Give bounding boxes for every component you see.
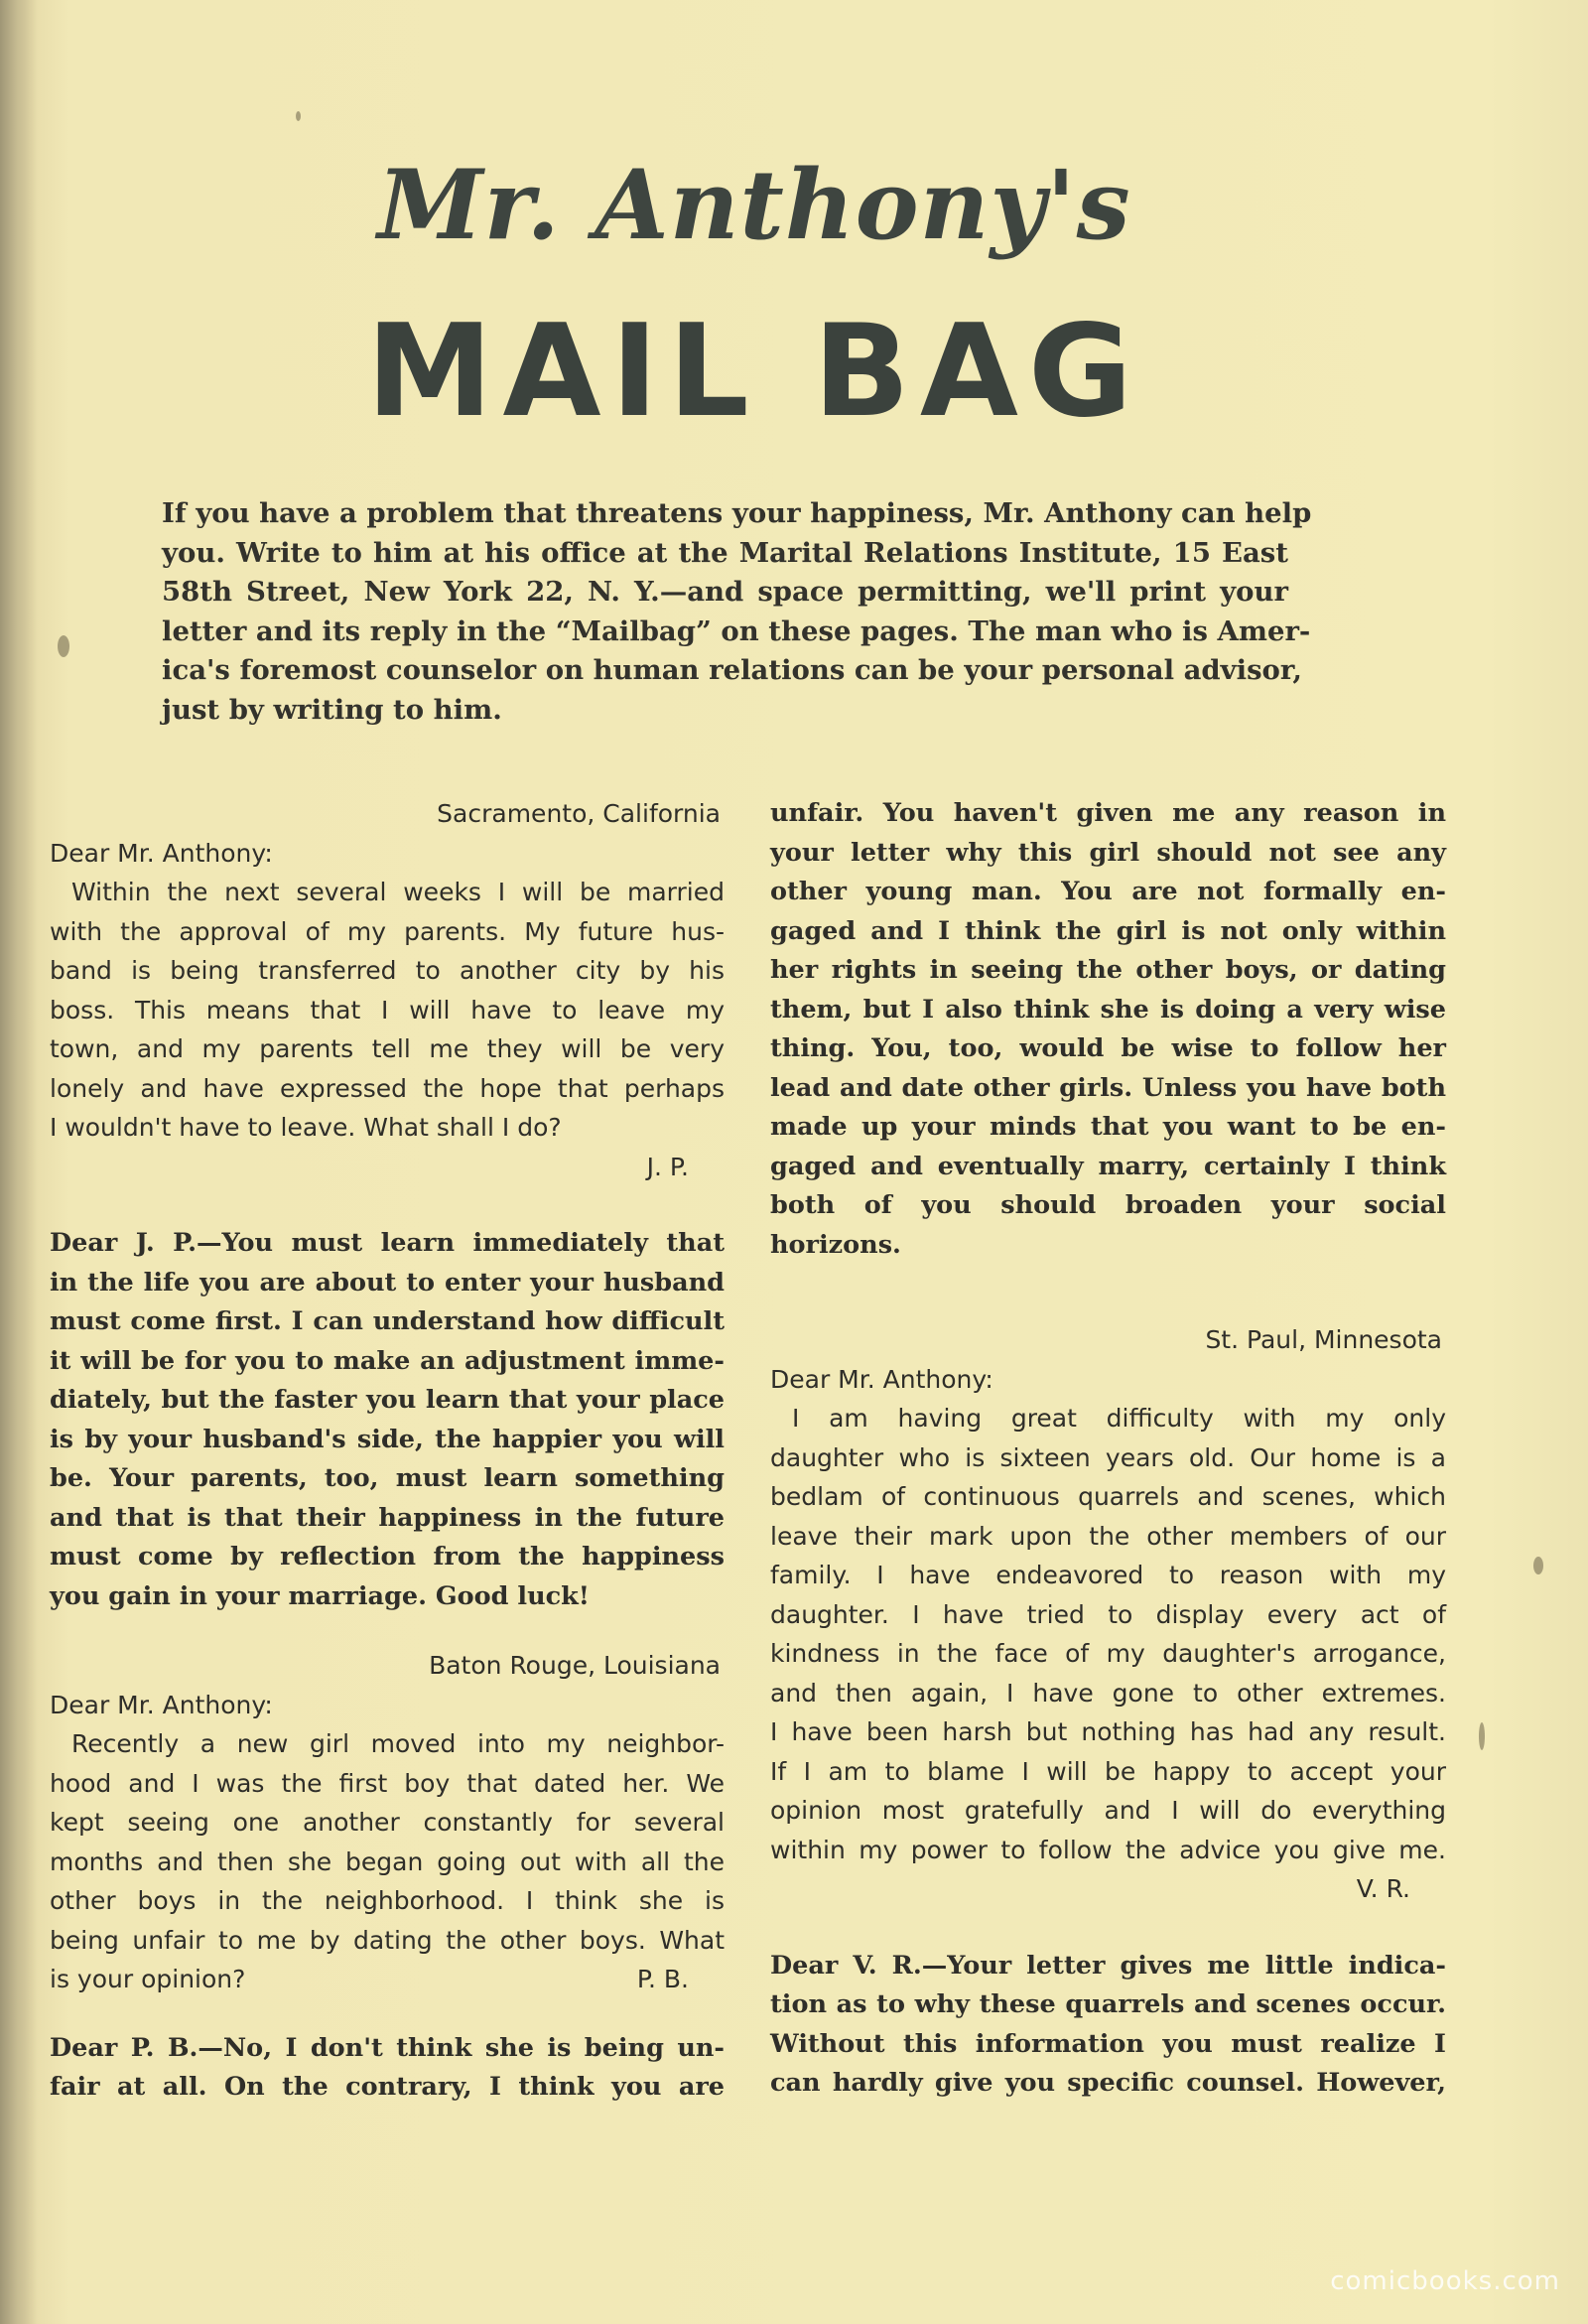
reply-line: tion as to why these quarrels and scenes occur. — [770, 1989, 1446, 2019]
ink-speck — [58, 635, 69, 657]
letter-salutation: Dear Mr. Anthony: — [50, 1690, 273, 1719]
letter-line: I have been harsh but nothing has had any result. — [770, 1717, 1446, 1746]
letter-line: town, and my parents tell me they will be very — [50, 1034, 725, 1063]
reply-line: them, but I also think she is doing a very wise — [770, 994, 1446, 1025]
letter-line: daughter who is sixteen years old. Our home is a — [770, 1442, 1446, 1472]
letter-line: leave their mark upon the other members of our — [770, 1521, 1446, 1551]
letter-line: within my power to follow the advice you give me. — [770, 1835, 1446, 1864]
reply-line: unfair. You haven't given me any reason in — [770, 798, 1446, 828]
letter-line: I am having great difficulty with my only — [792, 1404, 1446, 1433]
reply-line: her rights in seeing the other boys, or dating — [770, 955, 1446, 985]
intro-line: you. Write to him at his office at the Marital Relations Institute, 15 East — [162, 536, 1288, 569]
reply-line: made up your minds that you want to be en- — [770, 1112, 1446, 1142]
letter-line: opinion most gratefully and I will do everything — [770, 1796, 1446, 1825]
letter-line: family. I have endeavored to reason with my — [770, 1561, 1446, 1589]
letter-line: I wouldn't have to leave. What shall I do? — [50, 1113, 562, 1142]
reply-line: Without this information you must realize I — [770, 2028, 1446, 2059]
letter-salutation: Dear Mr. Anthony: — [50, 838, 273, 868]
reply-line: gaged and eventually marry, certainly I think — [770, 1151, 1446, 1181]
letter-line: band is being transferred to another city by his — [50, 956, 725, 985]
reply-line: gaged and I think the girl is not only within — [770, 915, 1446, 946]
ink-speck — [296, 111, 301, 121]
letter-location: Sacramento, California — [437, 799, 721, 828]
reply-line: both of you should broaden your social — [770, 1190, 1446, 1220]
letter-line: boss. This means that I will have to leave my — [50, 995, 725, 1025]
letter-line: other boys in the neighborhood. I think she is — [50, 1886, 725, 1915]
letter-line: months and then she began going out with all the — [50, 1846, 725, 1876]
letter-location: Baton Rouge, Louisiana — [429, 1651, 721, 1680]
reply-line: Dear J. P.—You must learn immediately that — [50, 1228, 725, 1258]
letter-line: being unfair to me by dating the other boys. What — [50, 1925, 725, 1955]
letter-signature: J. P. — [646, 1152, 689, 1181]
letter-line: with the approval of my parents. My future hus- — [50, 916, 725, 946]
right-column — [770, 794, 1446, 2104]
reply-line: horizons. — [770, 1229, 901, 1260]
ink-speck — [1533, 1557, 1543, 1574]
page-title-script: Mr. Anthony's — [377, 149, 1131, 261]
intro-line: just by writing to him. — [162, 693, 502, 726]
letter-location: St. Paul, Minnesota — [1205, 1325, 1442, 1354]
letter-line: bedlam of continuous quarrels and scenes, which — [770, 1482, 1446, 1511]
reply-line: your letter why this girl should not see any — [770, 837, 1446, 868]
left-column — [50, 794, 725, 2108]
page-title: MAIL BAG — [366, 298, 1142, 446]
letter-signature: P. B. — [636, 1965, 689, 1993]
reply-line: is by your husband's side, the happier you will — [50, 1424, 725, 1454]
reply-line: Dear P. B.—No, I don't think she is being un- — [50, 2032, 725, 2063]
letter-line: lonely and have expressed the hope that perhaps — [50, 1073, 725, 1103]
intro-line: letter and its reply in the “Mailbag” on these pages. The man who is Amer- — [162, 615, 1311, 647]
reply-line: Dear V. R.—Your letter gives me little indica- — [770, 1950, 1446, 1981]
reply-line: be. Your parents, too, must learn something — [50, 1463, 725, 1493]
ink-speck — [1479, 1722, 1485, 1750]
reply-line: diately, but the faster you learn that your place — [50, 1385, 725, 1415]
reply-line: thing. You, too, would be wise to follow her — [770, 1033, 1446, 1063]
letter-line: Within the next several weeks I will be married — [71, 878, 725, 906]
letter-line: Recently a new girl moved into my neighbor- — [71, 1729, 725, 1758]
letter-last-line — [50, 1960, 725, 1999]
watermark-text: comicbooks.com — [1330, 2266, 1560, 2296]
letter-line: daughter. I have tried to display every act of — [770, 1599, 1446, 1629]
letter-line: and then again, I have gone to other extremes. — [770, 1678, 1446, 1708]
intro-paragraph — [162, 494, 1312, 730]
reply-line: other young man. You are not formally en- — [770, 877, 1446, 906]
intro-line: If you have a problem that threatens your happiness, Mr. Anthony can help — [162, 497, 1312, 529]
intro-line: 58th Street, New York 22, N. Y.—and space permitting, we'll print your — [162, 576, 1288, 608]
reply-line: fair at all. On the contrary, I think you are — [50, 2072, 725, 2102]
intro-line: ica's foremost counselor on human relations can be your personal advisor, — [162, 654, 1302, 686]
letter-line: hood and I was the first boy that dated her. We — [50, 1768, 725, 1798]
reply-line: and that is that their happiness in the future — [50, 1502, 725, 1533]
reply-line: you gain in your marriage. Good luck! — [50, 1580, 590, 1611]
reply-line: must come by reflection from the happiness — [50, 1542, 725, 1572]
page-fold-shadow — [0, 0, 38, 2324]
letter-line: kept seeing one another constantly for several — [50, 1808, 725, 1837]
letter-salutation: Dear Mr. Anthony: — [770, 1364, 993, 1394]
letter-line: If I am to blame I will be happy to accept your — [770, 1756, 1446, 1786]
reply-line: must come first. I can understand how difficult — [50, 1306, 725, 1336]
reply-line: can hardly give you specific counsel. However, — [770, 2068, 1446, 2098]
reply-line: it will be for you to make an adjustment imme- — [50, 1345, 725, 1376]
letter-line: is your opinion? — [50, 1965, 246, 1993]
letter-signature: V. R. — [1356, 1874, 1410, 1903]
reply-line: in the life you are about to enter your husband — [50, 1267, 725, 1298]
letter-line: kindness in the face of my daughter's arrogance, — [770, 1639, 1446, 1668]
reply-line: lead and date other girls. Unless you have both — [770, 1072, 1446, 1103]
